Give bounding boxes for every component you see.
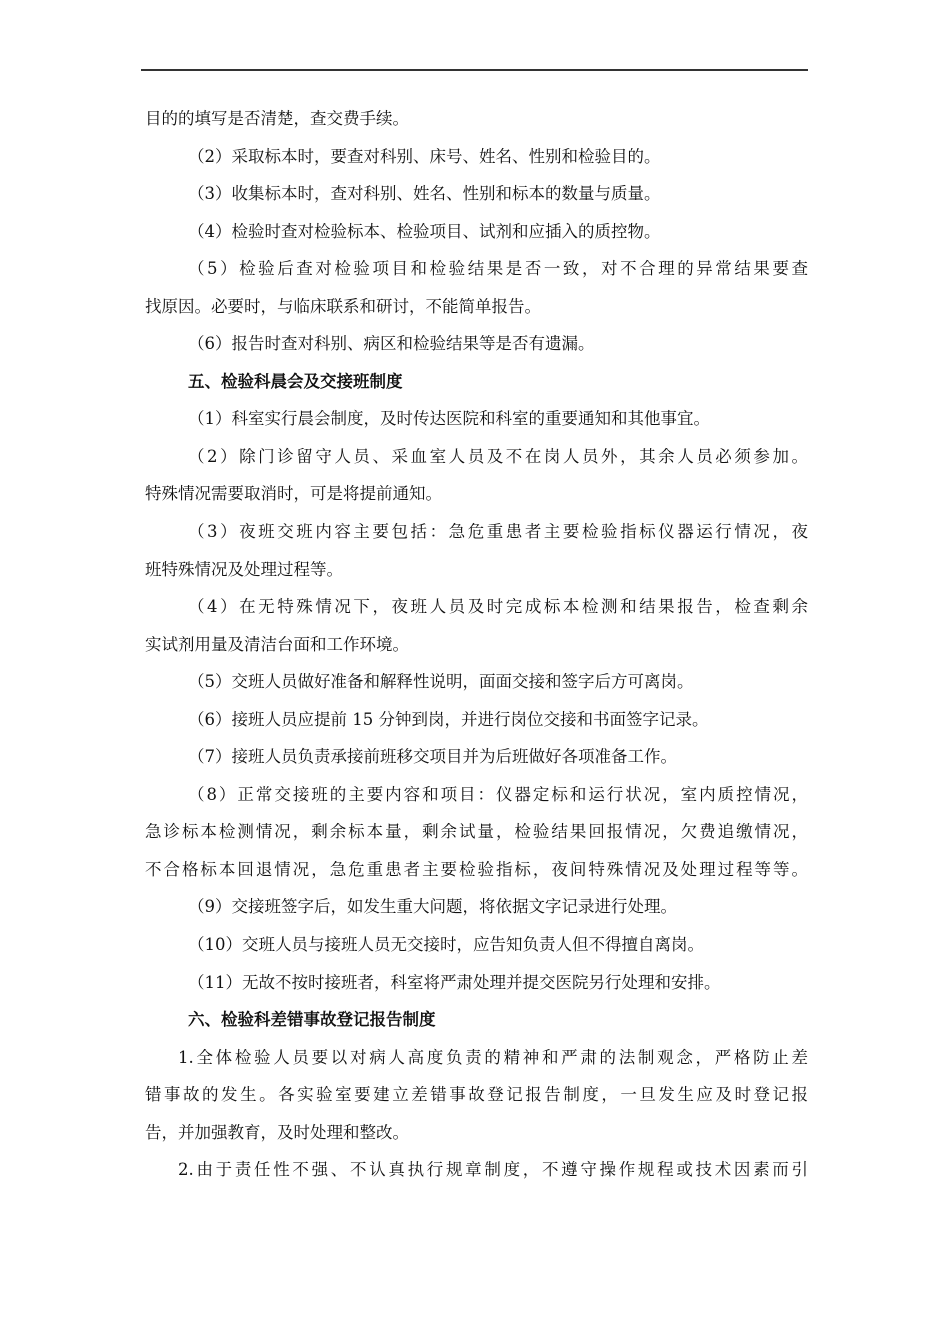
text-line: 急诊标本检测情况，剩余标本量，剩余试量，检验结果回报情况，欠费追缴情况， [145, 822, 808, 842]
section-heading: 六、检验科差错事故登记报告制度 [188, 1010, 436, 1030]
text-line: （5）检验后查对检验项目和检验结果是否一致，对不合理的异常结果要查 [188, 259, 808, 279]
text-line: （9）交接班签字后，如发生重大问题，将依据文字记录进行处理。 [188, 897, 677, 917]
section-heading: 五、检验科晨会及交接班制度 [188, 371, 403, 391]
text-line: （6）报告时查对科别、病区和检验结果等是否有遗漏。 [188, 334, 595, 354]
text-line: 不合格标本回退情况，急危重患者主要检验指标，夜间特殊情况及处理过程等等。 [145, 859, 808, 879]
text-line: （3）收集标本时，查对科别、姓名、性别和标本的数量与质量。 [188, 184, 661, 204]
text-line: （2）采取标本时，要查对科别、床号、姓名、性别和检验目的。 [188, 146, 661, 166]
text-line: （3）夜班交班内容主要包括：急危重患者主要检验指标仪器运行情况，夜 [188, 522, 808, 542]
text-line: （2）除门诊留守人员、采血室人员及不在岗人员外，其余人员必须参加。 [188, 446, 808, 466]
text-line: 目的的填写是否清楚，查交费手续。 [145, 109, 409, 128]
text-line: 2.由于责任性不强、不认真执行规章制度，不遵守操作规程或技术因素而引 [178, 1160, 808, 1180]
text-line: （6）接班人员应提前 15 分钟到岗，并进行岗位交接和书面签字记录。 [188, 709, 709, 729]
text-line: 错事故的发生。各实验室要建立差错事故登记报告制度，一旦发生应及时登记报 [145, 1085, 808, 1105]
text-line: （4）在无特殊情况下，夜班人员及时完成标本检测和结果报告，检查剩余 [188, 597, 808, 617]
text-line: 找原因。必要时，与临床联系和研讨，不能简单报告。 [145, 296, 541, 316]
text-line: 告，并加强教育，及时处理和整改。 [145, 1122, 409, 1142]
text-line: （5）交班人员做好准备和解释性说明，面面交接和签字后方可离岗。 [188, 672, 694, 692]
text-line: （8）正常交接班的主要内容和项目：仪器定标和运行状况，室内质控情况， [188, 784, 808, 804]
document-body [145, 100, 808, 1189]
text-line: 班特殊情况及处理过程等。 [145, 559, 343, 579]
text-line: （7）接班人员负责承接前班移交项目并为后班做好各项准备工作。 [188, 747, 677, 767]
text-line: 特殊情况需要取消时，可是将提前通知。 [145, 484, 442, 504]
text-line: （10）交班人员与接班人员无交接时，应告知负责人但不得擅自离岗。 [188, 935, 704, 955]
text-line: 1.全体检验人员要以对病人高度负责的精神和严肃的法制观念，严格防止差 [178, 1047, 808, 1067]
text-line: 实试剂用量及清洁台面和工作环境。 [145, 634, 409, 654]
text-line: （4）检验时查对检验标本、检验项目、试剂和应插入的质控物。 [188, 221, 661, 241]
header-rule [141, 69, 808, 71]
text-line: （11）无故不按时接班者，科室将严肃处理并提交医院另行处理和安排。 [188, 972, 721, 992]
text-line: （1）科室实行晨会制度，及时传达医院和科室的重要通知和其他事宜。 [188, 409, 710, 429]
